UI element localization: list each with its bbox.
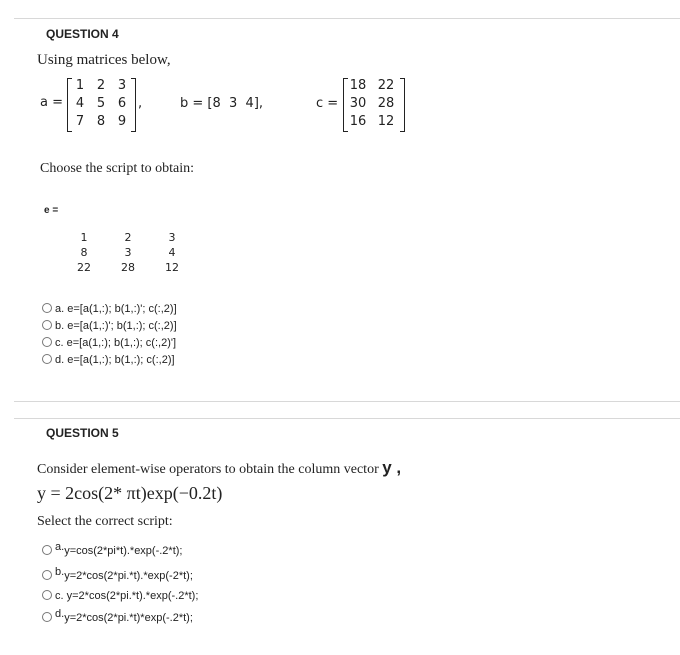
matrix-cell: 18 [349,78,367,93]
option-letter: b. [55,320,65,332]
matrix-cell: 6 [117,96,127,111]
output-e-label: e = [44,205,59,216]
option-text: e=[a(1,:); b(1,:); c(:,2)] [67,354,175,366]
option-text: y=2*cos(2*pi.*t).*exp(-2*t); [64,570,193,582]
output-cell: 2 [124,231,132,244]
option-text: e=[a(1,:); b(1,:)'; c(:,2)] [67,303,177,315]
option-letter: b. [55,566,65,578]
matrix-cell: 1 [75,78,85,93]
question-5-intro-line [37,458,401,478]
option-text: e=[a(1,:)'; b(1,:); c(:,2)] [67,320,177,332]
q4-option-d[interactable] [42,354,175,366]
section-divider [14,418,680,419]
option-letter: c. [55,590,64,602]
output-cell: 3 [124,246,132,259]
radio-button[interactable] [42,303,52,313]
radio-button[interactable] [42,590,52,600]
q4-option-b[interactable] [42,320,177,332]
q5-option-c[interactable] [42,590,198,602]
option-letter: a. [55,541,65,553]
option-text: y=2*cos(2*pi.*t).*exp(-.2*t); [66,590,199,602]
radio-button[interactable] [42,570,52,580]
option-text: y=2*cos(2*pi.*t)*exp(-.2*t); [64,612,193,624]
radio-button[interactable] [42,612,52,622]
q4-option-a[interactable] [42,303,177,315]
vector-b: b = [8 3 4], [180,96,264,111]
q5-option-b[interactable] [42,566,193,582]
question-5-heading: QUESTION 5 [46,426,119,440]
q4-option-c[interactable] [42,337,176,349]
option-letter: a. [55,303,65,315]
question-5-intro: Consider element-wise operators to obtain the column vector [37,462,383,477]
output-cell: 22 [77,261,91,274]
matrix-a-label: a = [40,95,63,110]
matrix-cell: 7 [75,114,85,129]
output-cell: 28 [121,261,135,274]
matrix-cell: 16 [349,114,367,129]
option-text: y=cos(2*pi*t).*exp(-.2*t); [64,545,183,557]
option-text: e=[a(1,:); b(1,:); c(:,2)'] [66,337,177,349]
output-cell: 1 [80,231,88,244]
output-cell: 12 [165,261,179,274]
matrix-cell: 3 [117,78,127,93]
matrix-cell: 9 [117,114,127,129]
output-cell: 3 [168,231,176,244]
output-cell: 4 [168,246,176,259]
matrix-c-label: c = [316,96,339,111]
question-4-intro: Using matrices below, [37,52,171,68]
question-4-prompt: Choose the script to obtain: [40,161,194,176]
matrix-cell: 30 [349,96,367,111]
question-4-heading: QUESTION 4 [46,27,119,41]
matrix-cell: 5 [96,96,106,111]
top-divider [14,18,680,19]
question-5-equation: y = 2cos(2* πt)exp(−0.2t) [37,483,223,503]
question-5-prompt: Select the correct script: [37,514,173,529]
radio-button[interactable] [42,337,52,347]
matrix-cell: 28 [377,96,395,111]
matrix-cell: 22 [377,78,395,93]
vector-name: y , [382,458,402,477]
q5-option-a[interactable] [42,541,182,557]
option-letter: d. [55,608,65,620]
matrix-a-comma: , [138,96,143,111]
radio-button[interactable] [42,545,52,555]
option-letter: c. [55,337,64,349]
matrix-cell: 4 [75,96,85,111]
section-divider [14,401,680,402]
option-letter: d. [55,354,65,366]
matrix-cell: 8 [96,114,106,129]
radio-button[interactable] [42,354,52,364]
matrix-a-right-bracket [131,78,136,132]
matrix-cell: 2 [96,78,106,93]
q5-option-d[interactable] [42,608,193,624]
matrix-cell: 12 [377,114,395,129]
output-cell: 8 [80,246,88,259]
radio-button[interactable] [42,320,52,330]
matrix-c-right-bracket [400,78,405,132]
